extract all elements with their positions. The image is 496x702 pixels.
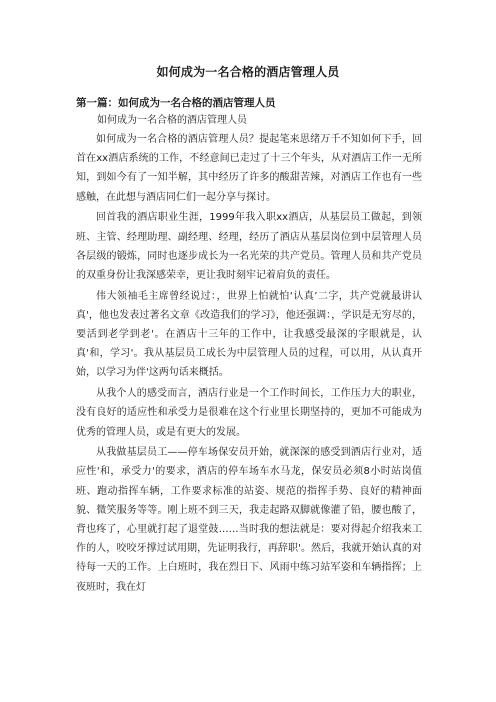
body-paragraph: 如何成为一名合格的酒店管理人员？提起笔来思绪万千不知如何下手，回首在xx酒店系统的工作，不经意间已走过了十三个年头，从对酒店工作一无所知，到如今有了一知半解，其中经历了许多的酸甜苦辣，对酒店工作也有一些感触，在此想与酒店同仁们一起分享与探讨。 [76,134,422,203]
section-heading: 第一篇：如何成为一名合格的酒店管理人员 [76,97,276,109]
section-subtitle: 如何成为一名合格的酒店管理人员 [97,115,247,126]
document-title: 如何成为一名合格的酒店管理人员 [156,65,340,79]
body-paragraph: 从我做基层员工——停车场保安员开始，就深深的感受到酒店行业对，适应性'和，承受力'的要求，酒店的停车场车水马龙，保安员必须8小时站岗值班、跑动指挥车辆，工作要求标准的站姿、规范的指挥手势、良好的精神面貌、微笑服务等等。刚上班不到三天，我走起路双脚就像灌了铅，腰也酸了，背也疼了，心里就打起了退堂鼓……当时我的想法就是：要对得起介绍我来工作的人，咬咬牙撑过试用期，先证明我行，再辞职'。然后，我就开始认真的对待每一天的工作。上白班时，我在烈日下、风雨中练习站军姿和车辆指挥；上夜班时，我在灯 [76,447,422,593]
document-body [76,130,422,598]
body-paragraph: 从我个人的感受而言，酒店行业是一个工作时间长，工作压力大的职业，没有良好的适应性和承受力是很难在这个行业里长期坚持的，更加不可能成为优秀的管理人员，或是有更大的发展。 [76,388,422,438]
body-paragraph: 伟大领袖毛主席曾经说过：，世界上怕就怕‘认真’二字，共产党就最讲认真'，他也发表过著名文章《改造我们的学习》，他还强调：，学识是无穷尽的，要活到老学到老'。在酒店十三年的工作中，让我感受最深的字眼就是，认真'和，学习'。我从基层员工成长为中层管理人员的过程，可以用，从认真开始，以学习为伴'这两句话来概括。 [76,290,422,379]
body-paragraph: 回首我的酒店职业生涯，1999年我入职xx酒店，从基层员工做起，到领班、主管、经理助理、副经理、经理，经历了酒店从基层岗位到中层管理人员各层级的锻炼，同时也逐步成长为一名光荣的共产党员。管理人员和共产党员的双重身份让我深感荣幸，更让我时刻牢记着肩负的责任。 [76,212,422,281]
